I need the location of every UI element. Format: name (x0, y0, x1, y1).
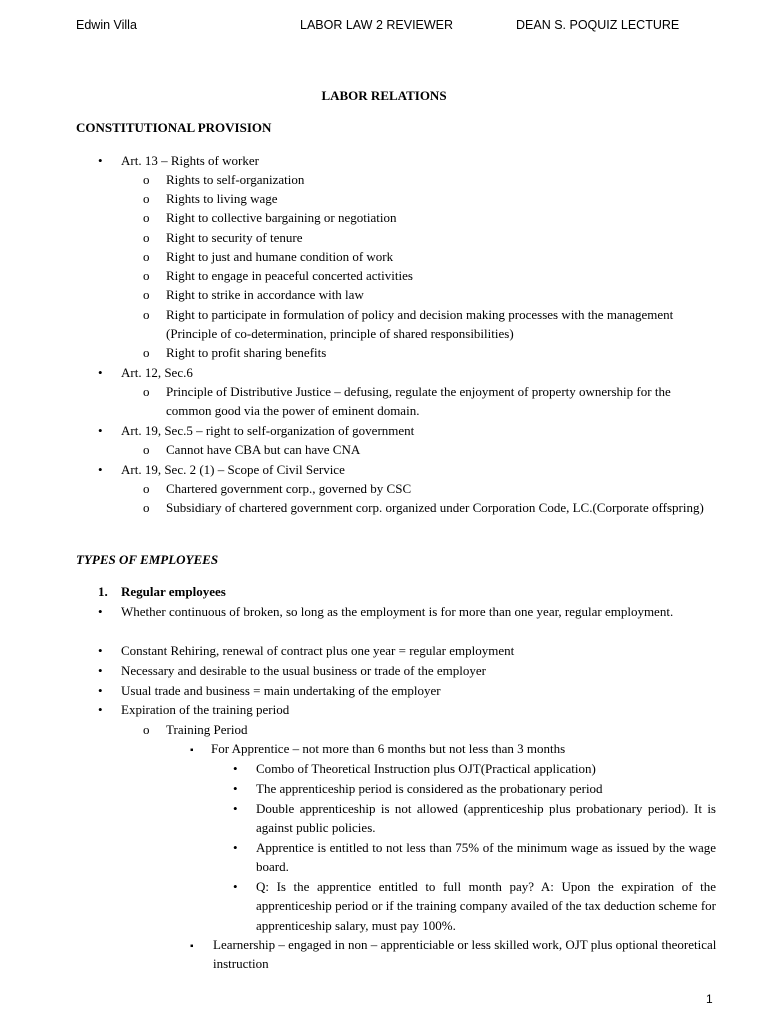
list-item: Right to profit sharing benefits (166, 345, 327, 360)
list-item: Rights to living wage (166, 191, 278, 206)
circle-bullet-icon: o (143, 287, 150, 302)
header-lecture: DEAN S. POQUIZ LECTURE (516, 18, 680, 32)
list-item: Right to strike in accordance with law (166, 287, 364, 302)
bullet-icon: • (98, 663, 103, 678)
document-title: LABOR RELATIONS (321, 88, 447, 103)
list-item: Right to engage in peaceful concerted activities (166, 268, 413, 283)
bullet-icon: • (233, 801, 238, 816)
list-item: Right to security of tenure (166, 230, 303, 245)
square-bullet-icon: ▪ (190, 745, 194, 756)
list-item: Usual trade and business = main undertaking of the employer (121, 683, 441, 698)
list-item: Rights to self-organization (166, 172, 305, 187)
header-author: Edwin Villa (76, 18, 137, 32)
page-number: 1 (706, 992, 713, 1006)
circle-bullet-icon: o (143, 307, 150, 322)
list-item: Right to just and humane condition of work (166, 249, 394, 264)
circle-bullet-icon: o (143, 481, 150, 496)
list-item: Q: Is the apprentice entitled to full month pay? A: Upon the expiration of the apprenticeship period or if the training company availed of the tax deduction scheme for apprenticeship salary, must pay 100%. (256, 879, 716, 933)
bullet-icon: • (98, 604, 103, 619)
list-item: Right to participate in formulation of policy and decision making processes with the management (Principle of co-determination, principle of shared responsibilities) (166, 307, 674, 342)
list-item: Double apprenticeship is not allowed (apprenticeship plus probationary period). It is against public policies. (256, 801, 716, 836)
circle-bullet-icon: o (143, 500, 150, 515)
header-title: LABOR LAW 2 REVIEWER (300, 18, 454, 32)
list-item: Combo of Theoretical Instruction plus OJT(Practical application) (256, 761, 596, 776)
art12-label: Art. 12, Sec.6 (121, 365, 193, 380)
circle-bullet-icon: o (143, 191, 150, 206)
circle-bullet-icon: o (143, 249, 150, 264)
art19-sec5-label: Art. 19, Sec.5 – right to self-organization of government (121, 423, 415, 438)
list-item: Apprentice is entitled to not less than 75% of the minimum wage as issued by the wage board. (256, 840, 716, 875)
list-item: Necessary and desirable to the usual business or trade of the employer (121, 663, 486, 678)
bullet-icon: • (98, 702, 103, 717)
circle-bullet-icon: o (143, 384, 150, 399)
bullet-icon: • (98, 423, 103, 438)
art13-label: Art. 13 – Rights of worker (121, 153, 259, 168)
bullet-icon: • (233, 840, 238, 855)
learnership-label: Learnership – engaged in non – apprenticiable or less skilled work, OJT plus optional theoretical instruction (213, 937, 717, 972)
circle-bullet-icon: o (143, 172, 150, 187)
bullet-icon: • (98, 462, 103, 477)
square-bullet-icon: ▪ (190, 941, 194, 952)
section-heading-types: TYPES OF EMPLOYEES (76, 552, 219, 567)
bullet-icon: • (233, 879, 238, 894)
regular-heading: Regular employees (121, 584, 226, 599)
list-item: The apprenticeship period is considered as the probationary period (256, 781, 603, 796)
list-item: Subsidiary of chartered government corp. organized under Corporation Code, LC.(Corporate offspring) (166, 500, 704, 515)
bullet-icon: • (233, 781, 238, 796)
training-period-label: Training Period (166, 722, 248, 737)
list-item: Chartered government corp., governed by CSC (166, 481, 412, 496)
list-item: Cannot have CBA but can have CNA (166, 442, 361, 457)
circle-bullet-icon: o (143, 722, 150, 737)
circle-bullet-icon: o (143, 268, 150, 283)
bullet-icon: • (98, 683, 103, 698)
apprentice-label: For Apprentice – not more than 6 months but not less than 3 months (211, 741, 566, 756)
circle-bullet-icon: o (143, 210, 150, 225)
list-item: Expiration of the training period (121, 702, 290, 717)
list-item: Constant Rehiring, renewal of contract plus one year = regular employment (121, 643, 515, 658)
item-number: 1. (98, 584, 108, 599)
circle-bullet-icon: o (143, 442, 150, 457)
art19-sec2-label: Art. 19, Sec. 2 (1) – Scope of Civil Service (121, 462, 345, 477)
circle-bullet-icon: o (143, 230, 150, 245)
bullet-icon: • (98, 365, 103, 380)
list-item: Right to collective bargaining or negotiation (166, 210, 397, 225)
list-item: Whether continuous of broken, so long as the employment is for more than one year, regular employment. (121, 604, 674, 619)
list-item: Principle of Distributive Justice – defusing, regulate the enjoyment of property ownership for the common good via the power of eminent domain. (166, 384, 671, 419)
section-heading-constitutional: CONSTITUTIONAL PROVISION (76, 120, 272, 135)
bullet-icon: • (233, 761, 238, 776)
circle-bullet-icon: o (143, 345, 150, 360)
bullet-icon: • (98, 153, 103, 168)
bullet-icon: • (98, 643, 103, 658)
